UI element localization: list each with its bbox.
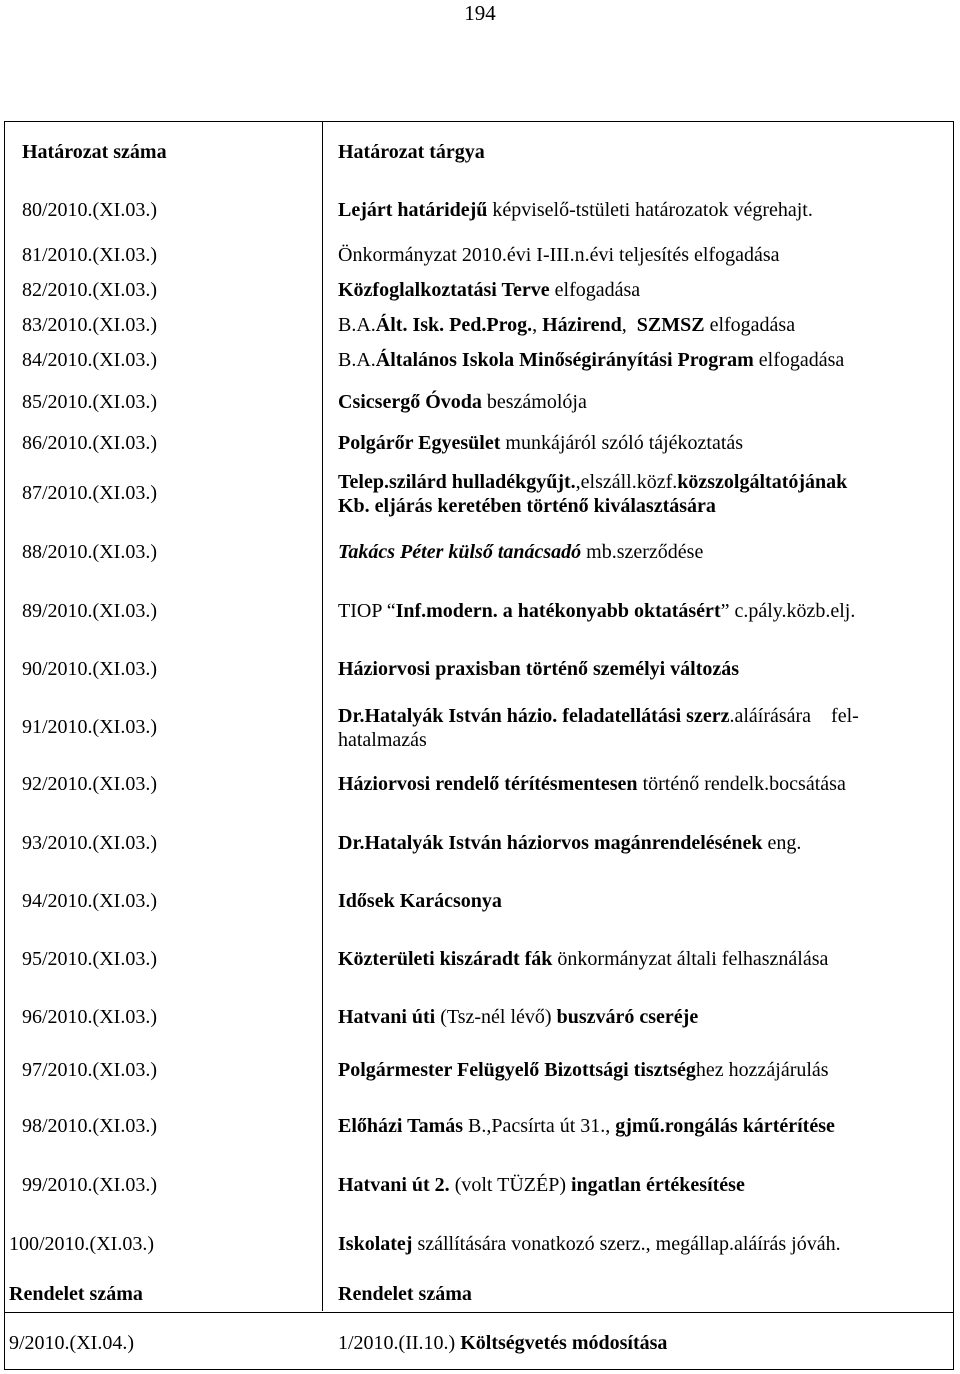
row-number-87: 87/2010.(XI.03.): [22, 482, 157, 504]
row-number-83: 83/2010.(XI.03.): [22, 314, 157, 336]
row-number-82: 82/2010.(XI.03.): [22, 279, 157, 301]
row-number-99: 99/2010.(XI.03.): [22, 1174, 157, 1196]
row-number-86: 86/2010.(XI.03.): [22, 432, 157, 454]
row-subject-81: Önkormányzat 2010.évi I-III.n.évi teljesítés elfogadása: [338, 244, 780, 266]
row-subject-91: Dr.Hatalyák István házio. feladatellátási szerz.aláírására fel- hatalmazás: [338, 705, 859, 751]
row-number-100: 100/2010.(XI.03.): [9, 1233, 154, 1255]
row-number-88: 88/2010.(XI.03.): [22, 541, 157, 563]
row-subject-99: Hatvani út 2. (volt TÜZÉP) ingatlan értékesítése: [338, 1174, 745, 1196]
column-divider: [322, 121, 323, 1311]
row-number-80: 80/2010.(XI.03.): [22, 199, 157, 221]
row-number-98: 98/2010.(XI.03.): [22, 1115, 157, 1137]
row-subject-83: B.A.Ált. Isk. Ped.Prog., Házirend, SZMSZ elfogadása: [338, 314, 796, 336]
row-number-91: 91/2010.(XI.03.): [22, 716, 157, 738]
row-subject-82: Közfoglalkoztatási Terve elfogadása: [338, 279, 641, 301]
row-number-89: 89/2010.(XI.03.): [22, 600, 157, 622]
row-number-81: 81/2010.(XI.03.): [22, 244, 157, 266]
row-subject-80: Lejárt határidejű képviselő-tstületi határozatok végrehajt.: [338, 199, 813, 221]
row-subject-86: Polgárőr Egyesület munkájáról szóló tájékoztatás: [338, 432, 744, 454]
row-number-96: 96/2010.(XI.03.): [22, 1006, 157, 1028]
row-number-85: 85/2010.(XI.03.): [22, 391, 157, 413]
row-subject-93: Dr.Hatalyák István háziorvos magánrendelésének eng.: [338, 832, 802, 854]
row-subject-88: Takács Péter külső tanácsadó mb.szerződése: [338, 541, 704, 563]
rendelet-row-number: 9/2010.(XI.04.): [9, 1332, 134, 1354]
row-number-93: 93/2010.(XI.03.): [22, 832, 157, 854]
row-subject-97: Polgármester Felügyelő Bizottsági tisztséghez hozzájárulás: [338, 1059, 829, 1081]
row-subject-100: Iskolatej szállítására vonatkozó szerz., megállap.aláírás jóváh.: [338, 1233, 841, 1255]
row-subject-96: Hatvani úti (Tsz-nél lévő) buszváró cseréje: [338, 1006, 699, 1028]
row-subject-89: TIOP “Inf.modern. a hatékonyabb oktatásért” c.pály.közb.elj.: [338, 600, 856, 622]
rendelet-header-number: Rendelet száma: [9, 1283, 143, 1305]
row-number-97: 97/2010.(XI.03.): [22, 1059, 157, 1081]
page-number: 194: [464, 1, 496, 25]
row-subject-92: Háziorvosi rendelő térítésmentesen történő rendelk.bocsátása: [338, 773, 846, 795]
row-subject-84: B.A.Általános Iskola Minőségirányítási Program elfogadása: [338, 349, 845, 371]
row-subject-87: Telep.szilárd hulladékgyűjt.,elszáll.közf.közszolgáltatójának Kb. eljárás keretében történő kiválasztására: [338, 471, 848, 517]
row-number-84: 84/2010.(XI.03.): [22, 349, 157, 371]
row-number-90: 90/2010.(XI.03.): [22, 658, 157, 680]
row-number-95: 95/2010.(XI.03.): [22, 948, 157, 970]
row-subject-90: Háziorvosi praxisban történő személyi változás: [338, 658, 740, 680]
rendelet-divider: [4, 1312, 954, 1313]
row-subject-95: Közterületi kiszáradt fák önkormányzat általi felhasználása: [338, 948, 829, 970]
row-subject-85: Csicsergő Óvoda beszámolója: [338, 391, 587, 413]
rendelet-row-subject: 1/2010.(II.10.) Költségvetés módosítása: [338, 1332, 668, 1354]
row-subject-94: Idősek Karácsonya: [338, 890, 502, 912]
header-resolution-number: Határozat száma: [22, 141, 167, 163]
row-number-92: 92/2010.(XI.03.): [22, 773, 157, 795]
row-number-94: 94/2010.(XI.03.): [22, 890, 157, 912]
header-resolution-subject: Határozat tárgya: [338, 141, 485, 163]
rendelet-header-subject: Rendelet száma: [338, 1283, 472, 1305]
row-subject-98: Előházi Tamás B.,Pacsírta út 31., gjmű.rongálás kártérítése: [338, 1115, 835, 1137]
